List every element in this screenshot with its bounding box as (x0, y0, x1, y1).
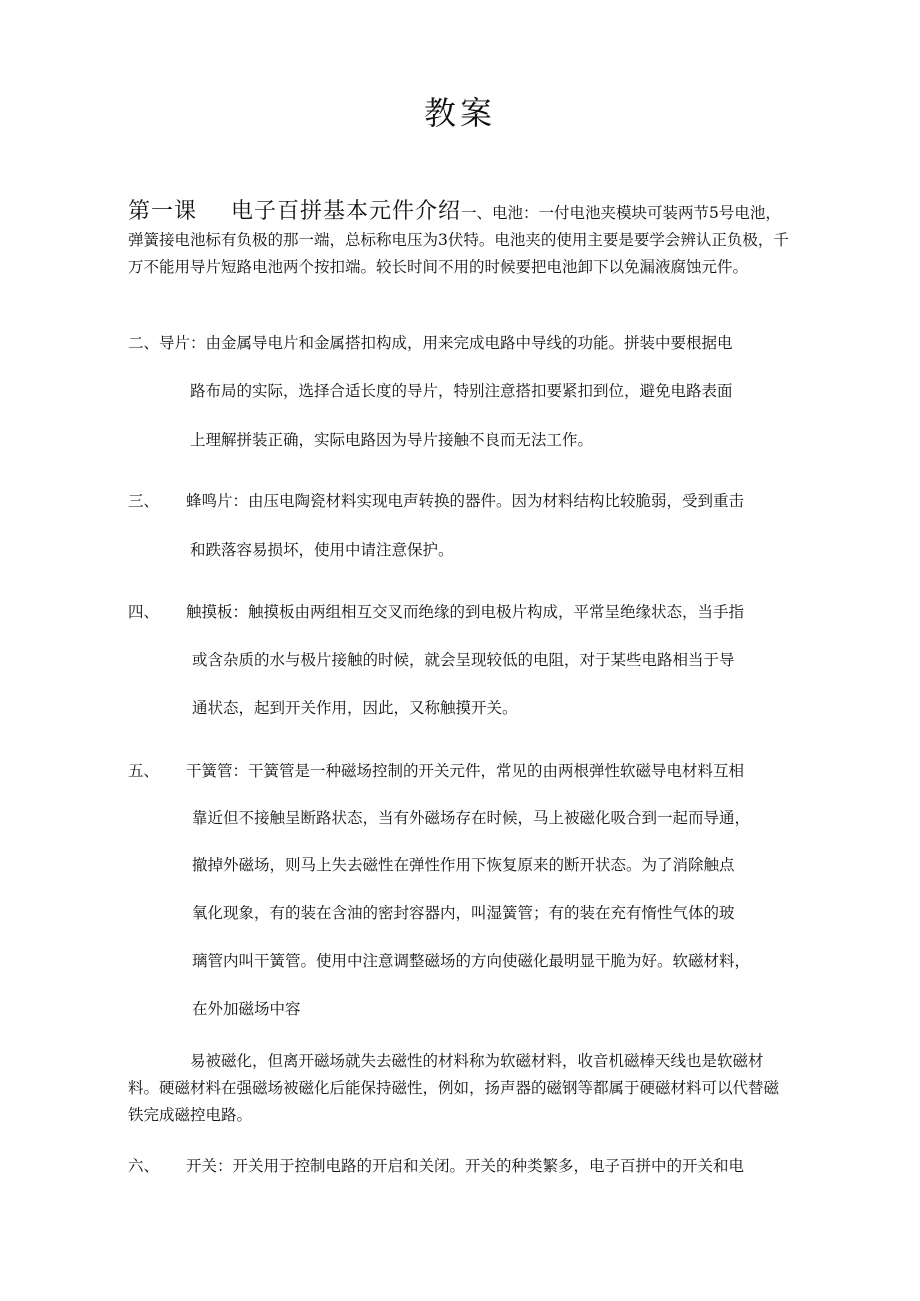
section-4-line: 或含杂质的水与极片接触的时候，就会呈现较低的电阻，对于某些电路相当于导 (192, 651, 735, 669)
section-3-first-line: 蜂鸣片：由压电陶瓷材料实现电声转换的器件。因为材料结构比较脆弱，受到重击 (186, 492, 745, 510)
section-3-number: 三、 (128, 492, 160, 510)
section-5-line: 靠近但不接触呈断路状态，当有外磁场存在时候，马上被磁化吸合到一起而导通， (192, 809, 751, 827)
section-1-first-line: 一、电池：一付电池夹模块可装两节5号 (461, 204, 735, 222)
section-6-number: 六、 (128, 1157, 160, 1175)
section-5-line: 撤掉外磁场，则马上失去磁性在弹性作用下恢复原来的断开状态。为了消除触点 (192, 856, 735, 874)
document-title: 教案 (423, 94, 496, 132)
section-5-number: 五、 (128, 762, 160, 780)
section-1-text: 电池，弹簧接电池标有负极的那一端，总标称电压为3伏特。电池夹的使用主要是要学会辨认正负极，千万不能用导片短路电池两个按扣端。较长时间不用的时候要把电池卸下以免漏液腐蚀元件。 (128, 204, 789, 276)
section-2-line: 上理解拼装正确，实际电路因为导片接触不良而无法工作。 (190, 431, 594, 449)
section-3-line: 和跌落容易损坏，使用中请注意保护。 (190, 541, 454, 559)
section-5-first-line: 干簧管：干簧管是一种磁场控制的开关元件，常见的由两根弹性软磁导电材料互相 (186, 762, 745, 780)
section-2-first-line: 二、导片：由金属导电片和金属搭扣构成，用来完成电路中导线的功能。拼装中要根据电 (128, 334, 733, 352)
section-4-number: 四、 (128, 603, 160, 621)
lesson-title: 电子百拼基本元件介绍 (231, 199, 462, 224)
lesson-intro-paragraph (128, 198, 790, 281)
section-4-line: 通状态，起到开关作用，因此，又称触摸开关。 (192, 699, 518, 717)
section-4-first-line: 触摸板：触摸板由两组相互交叉而绝缘的到电极片构成，平常呈绝缘状态，当手指 (186, 603, 745, 621)
section-2-line: 路布局的实际，选择合适长度的导片，特别注意搭扣要紧扣到位，避免电路表面 (190, 382, 733, 400)
section-6-first-line: 开关：开关用于控制电路的开启和关闭。开关的种类繁多，电子百拼中的开关和电 (186, 1157, 745, 1175)
section-5-line: 在外加磁场中容 (192, 1000, 301, 1018)
section-5-line: 氧化现象，有的装在含油的密封容器内，叫湿簧管；有的装在充有惰性气体的玻 (192, 904, 735, 922)
section-5-line: 璃管内叫干簧管。使用中注意调整磁场的方向使磁化最明显干脆为好。软磁材料， (192, 952, 751, 970)
lesson-label: 第一课 (128, 199, 198, 224)
section-5-continuation: 易被磁化，但离开磁场就失去磁性的材料称为软磁材料，收音机磁棒天线也是软磁材料。硬磁材料在强磁场被磁化后能保持磁性，例如，扬声器的磁钢等都属于硬磁材料可以代替磁铁完成磁控电路。 (128, 1052, 780, 1124)
